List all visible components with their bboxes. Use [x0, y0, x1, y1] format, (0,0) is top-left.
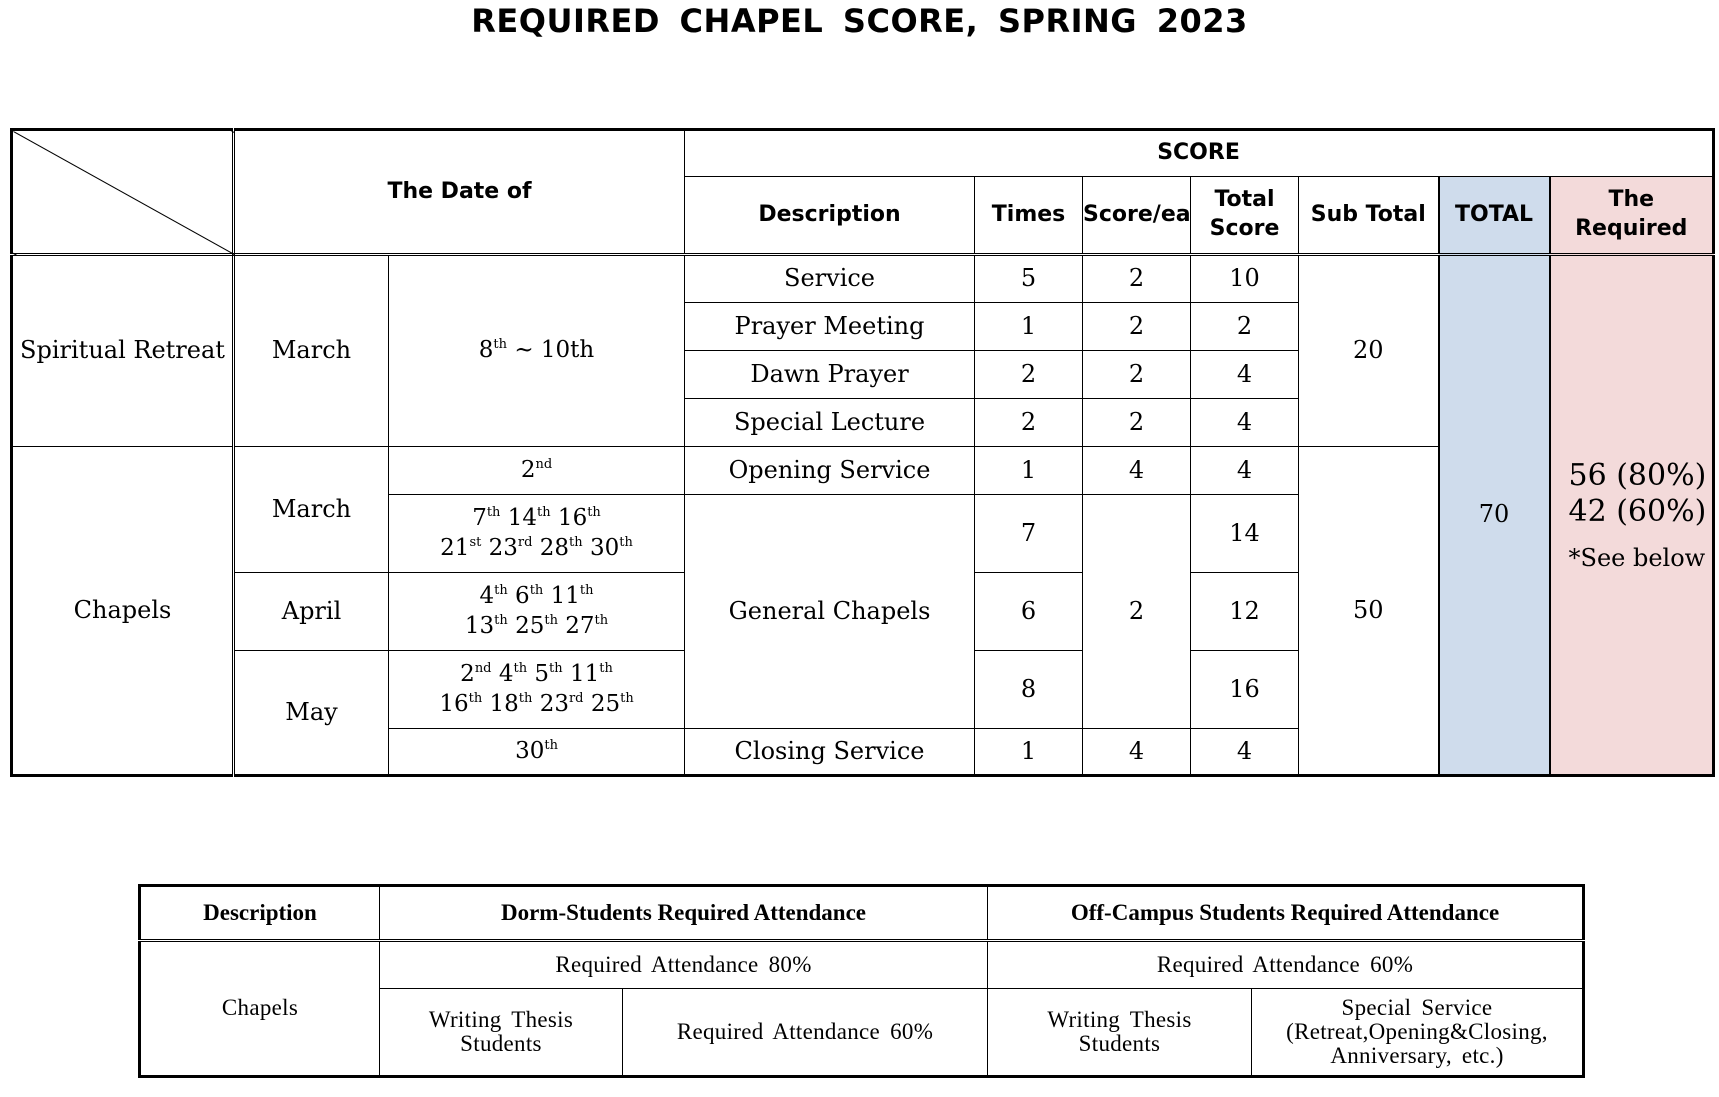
dorm-thesis-required: Required Attendance 60% — [623, 989, 988, 1077]
date-ordinal: 6th — [507, 582, 544, 609]
date-ordinal: 25th — [507, 612, 558, 639]
page-title: REQUIRED CHAPEL SCORE, SPRING 2023 — [471, 2, 1248, 40]
dorm-students-header: Dorm-Students Required Attendance — [380, 886, 988, 941]
row-total-score: 10 — [1191, 255, 1299, 303]
general-times: 8 — [975, 651, 1083, 729]
opening-total-score: 4 — [1191, 447, 1299, 495]
diagonal-corner-cell — [12, 130, 234, 255]
chapels-month-march: March — [234, 447, 389, 573]
date-ordinal: 25th — [583, 690, 634, 717]
date-ordinal: 14th — [500, 504, 551, 531]
row-description: Dawn Prayer — [685, 351, 975, 399]
general-dates-march — [389, 495, 685, 573]
general-times: 6 — [975, 573, 1083, 651]
off-campus-required-attendance: Required Attendance 60% — [988, 941, 1584, 989]
sub-total-header: Sub Total — [1299, 177, 1439, 255]
retreat-dates: 8th ~ 10th — [389, 255, 685, 447]
date-ordinal: 2nd — [460, 660, 492, 687]
chapels-label: Chapels — [12, 447, 234, 776]
retreat-sub-total: 20 — [1299, 255, 1439, 447]
closing-total-score: 4 — [1191, 729, 1299, 776]
attendance-description-header: Description — [140, 886, 380, 941]
required-note: *See below — [1568, 543, 1706, 572]
date-ordinal: 23rd — [481, 534, 533, 561]
general-total-score: 14 — [1191, 495, 1299, 573]
chapel-score-table — [10, 128, 1715, 777]
row-description: Service — [685, 255, 975, 303]
off-campus-thesis-students: Writing Thesis Students — [988, 989, 1252, 1077]
date-of-header: The Date of — [234, 130, 685, 255]
opening-service-description: Opening Service — [685, 447, 975, 495]
row-score-each: 2 — [1083, 303, 1191, 351]
opening-score-each: 4 — [1083, 447, 1191, 495]
score-each-header: Score/ea — [1083, 177, 1191, 255]
general-total-score: 12 — [1191, 573, 1299, 651]
row-total-score: 2 — [1191, 303, 1299, 351]
closing-times: 1 — [975, 729, 1083, 776]
score-header: SCORE — [685, 130, 1714, 177]
chapels-month-may: May — [234, 651, 389, 776]
general-times: 7 — [975, 495, 1083, 573]
retreat-month: March — [234, 255, 389, 447]
times-header: Times — [975, 177, 1083, 255]
closing-service-description: Closing Service — [685, 729, 975, 776]
required-header: The Required — [1550, 177, 1714, 255]
closing-date: 30th — [389, 729, 685, 776]
general-dates-may — [389, 651, 685, 729]
row-score-each: 2 — [1083, 399, 1191, 447]
date-ordinal: 7th — [472, 504, 501, 531]
date-ordinal: 30th — [582, 534, 633, 561]
date-ordinal: 4th — [491, 660, 528, 687]
required-60: 42 (60%) — [1568, 493, 1707, 529]
date-ordinal: 11th — [543, 582, 594, 609]
closing-score-each: 4 — [1083, 729, 1191, 776]
date-ordinal: 4th — [479, 582, 508, 609]
chapels-sub-total: 50 — [1299, 447, 1439, 776]
off-campus-header: Off-Campus Students Required Attendance — [988, 886, 1584, 941]
description-header: Description — [685, 177, 975, 255]
opening-date: 2nd — [389, 447, 685, 495]
total-value: 70 — [1439, 255, 1550, 776]
total-header: TOTAL — [1439, 177, 1550, 255]
general-score-each: 2 — [1083, 495, 1191, 729]
date-ordinal: 16th — [439, 690, 483, 717]
chapels-month-april: April — [234, 573, 389, 651]
row-score-each: 2 — [1083, 255, 1191, 303]
row-times: 1 — [975, 303, 1083, 351]
date-ordinal: 23rd — [532, 690, 584, 717]
row-total-score: 4 — [1191, 399, 1299, 447]
dorm-thesis-students: Writing Thesis Students — [380, 989, 623, 1077]
total-score-header: Total Score — [1191, 177, 1299, 255]
row-score-each: 2 — [1083, 351, 1191, 399]
date-ordinal: 28th — [532, 534, 583, 561]
spiritual-retreat-label: Spiritual Retreat — [12, 255, 234, 447]
attendance-chapels-label: Chapels — [140, 941, 380, 1077]
date-ordinal: 18th — [482, 690, 533, 717]
date-ordinal: 5th — [527, 660, 563, 687]
special-service: Special Service (Retreat,Opening&Closing, Anniversary, etc.) — [1252, 989, 1584, 1077]
row-times: 5 — [975, 255, 1083, 303]
required-value — [1550, 255, 1714, 776]
row-total-score: 4 — [1191, 351, 1299, 399]
dorm-required-attendance: Required Attendance 80% — [380, 941, 988, 989]
general-chapels-description: General Chapels — [685, 495, 975, 729]
row-times: 2 — [975, 399, 1083, 447]
general-total-score: 16 — [1191, 651, 1299, 729]
date-ordinal: 27th — [557, 612, 609, 639]
date-ordinal: 16th — [550, 504, 601, 531]
required-80: 56 (80%) — [1568, 457, 1707, 493]
opening-times: 1 — [975, 447, 1083, 495]
date-ordinal: 11th — [562, 660, 613, 687]
row-times: 2 — [975, 351, 1083, 399]
attendance-table — [138, 884, 1585, 1078]
date-ordinal: 21st — [440, 534, 482, 561]
date-ordinal: 13th — [464, 612, 508, 639]
general-dates-april — [389, 573, 685, 651]
row-description: Prayer Meeting — [685, 303, 975, 351]
row-description: Special Lecture — [685, 399, 975, 447]
